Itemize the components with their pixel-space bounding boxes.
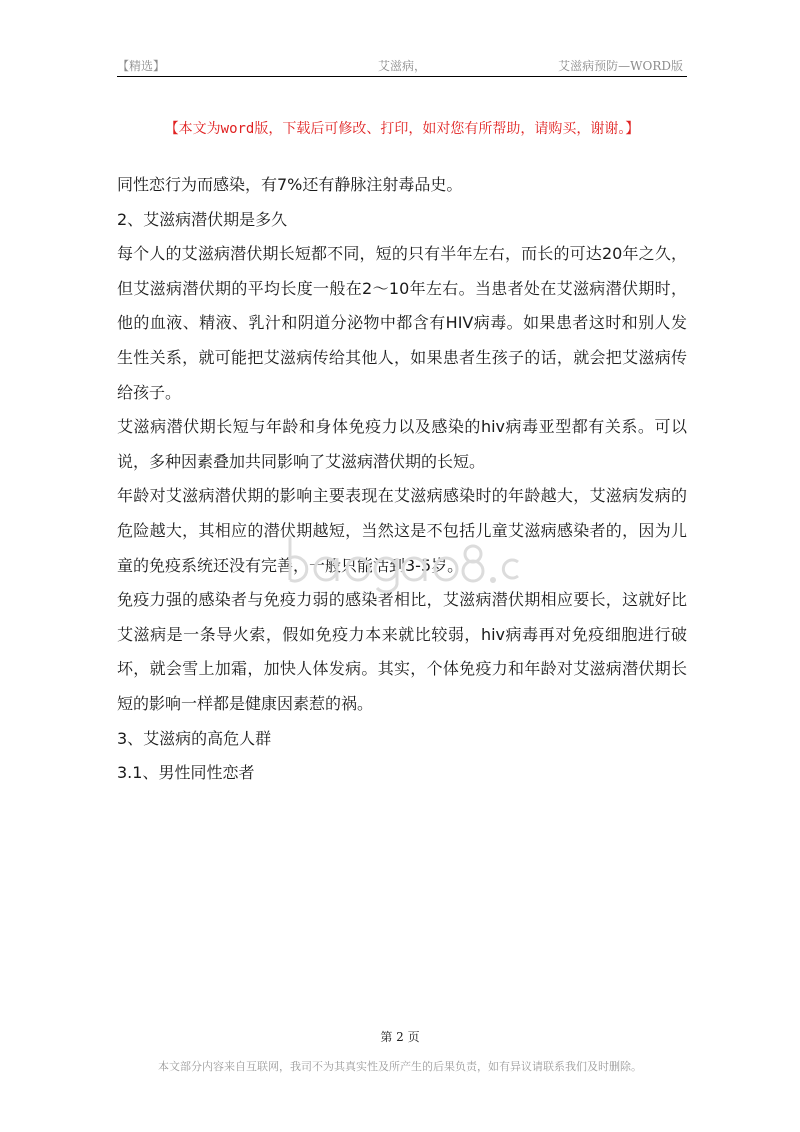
paragraph: 免疫力强的感染者与免疫力弱的感染者相比，艾滋病潜伏期相应要长，这就好比艾滋病是一条导火索，假如免疫力本来就比较弱，hiv病毒再对免疫细胞进行破坏，就会雪上加霜，加快人体发病。其实，个体免疫力和年龄对艾滋病潜伏期长短的影响一样都是健康因素惹的祸。 [117,590,687,713]
paragraph: 同性恋行为而感染，有7%还有静脉注射毒品史。 [117,175,463,194]
paragraph: 年龄对艾滋病潜伏期的影响主要表现在艾滋病感染时的年龄越大，艾滋病发病的危险越大，其相应的潜伏期越短，当然这是不包括儿童艾滋病感染者的，因为儿童的免疫系统还没有完善，一般只能活到3-5岁。 [117,486,687,575]
header-left-label: 【精选】 [117,59,166,73]
body-text [117,168,687,791]
download-notice: 【本文为word版，下载后可修改、打印，如对您有所帮助，请购买，谢谢。】 [164,121,640,137]
paragraph: 每个人的艾滋病潜伏期长短都不同，短的只有半年左右，而长的可达20年之久，但艾滋病潜伏期的平均长度一般在2～10年左右。当患者处在艾滋病潜伏期时，他的血液、精液、乳汁和阴道分泌物中都含有HIV病毒。如果患者这时和别人发生性关系，就可能把艾滋病传给其他人，如果患者生孩子的话，就会把艾滋病传给孩子。 [117,244,687,402]
page-number: 第 2 页 [380,1030,420,1044]
footer-disclaimer: 本文部分内容来自互联网，我司不为其真实性及所产生的后果负责，如有异议请联系我们及时删除。 [158,1060,642,1073]
section-heading: 2、艾滋病潜伏期是多久 [117,209,288,229]
page-header [117,52,687,77]
header-right-label: 艾滋病预防—WORD版 [558,59,683,73]
header-center-label: 艾滋病， [377,59,426,73]
section-heading: 3、艾滋病的高危人群 [117,728,272,748]
paragraph: 艾滋病潜伏期长短与年龄和身体免疫力以及感染的hiv病毒亚型都有关系。可以说，多种因素叠加共同影响了艾滋病潜伏期的长短。 [117,417,687,471]
subsection-heading: 3.1、男性同性恋者 [117,763,255,783]
